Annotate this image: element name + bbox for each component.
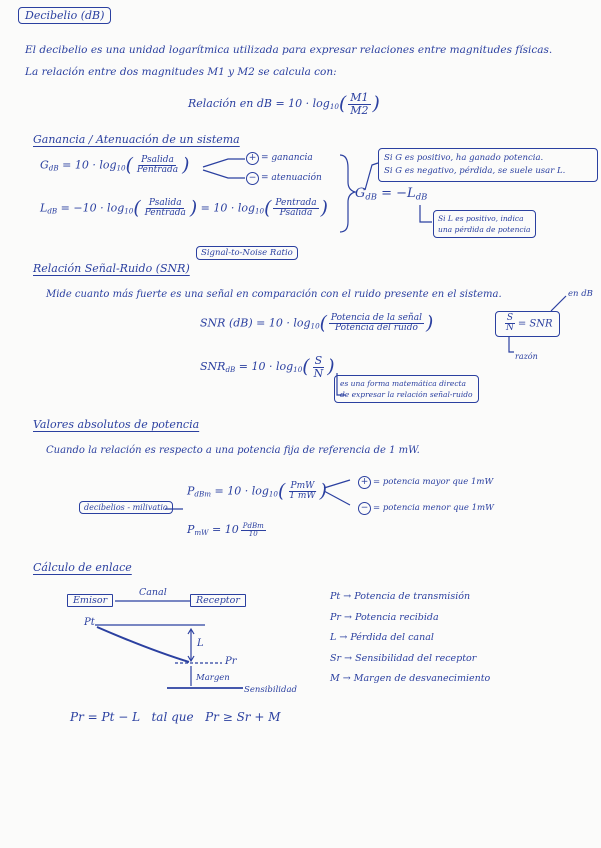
snr-tag-label: Signal-to-Noise Ratio <box>201 248 293 258</box>
gain-den: Pentrada <box>136 165 179 175</box>
intro-den: M2 <box>350 103 369 117</box>
sensibilidad-label: Sensibilidad <box>244 685 297 695</box>
loss-den1: Pentrada <box>144 208 186 218</box>
snr-eq2-den: N <box>313 366 324 380</box>
loss-num1: Psalida <box>148 197 182 208</box>
snr-eq2: $SNR_{dB} = 10 \cdot \log_{10}$( $\frac{S}{N}$ ) <box>200 354 335 380</box>
snr-eq2-sub: dB <box>225 365 236 375</box>
gain-connector-minus <box>203 170 245 178</box>
plus-circle-icon: + <box>246 152 259 165</box>
snr-label-razon: razón <box>515 352 538 361</box>
abs-tag-label: decibelios - milivatio <box>84 503 168 512</box>
snr-eq1-den: Potencia del ruido <box>334 323 418 333</box>
abs-desc: Cuando la relación es respecto a una potencia fija de referencia de 1 mW. <box>46 445 420 456</box>
intro-line-1: El decibelio es una unidad logarítmica utilizada para expresar relaciones entre magnitudes físicas. <box>25 44 553 56</box>
abs-inv-exp-den: 10 <box>248 530 258 539</box>
snr-note-arrow <box>337 373 345 395</box>
link-final-formula: Pr = Pt − L tal que Pr ≥ Sr + M <box>70 710 281 724</box>
note-l-line-1: Si L es positivo, indica <box>438 214 524 223</box>
relation-eq: = −L <box>381 186 416 201</box>
margen-label: Margen <box>196 673 230 683</box>
legend-item <box>330 669 490 690</box>
snr-eq2-lhs: SNR <box>200 360 226 374</box>
snr-label-db: en dB <box>568 289 593 299</box>
gain-num: Psalida <box>141 154 174 165</box>
note-l-arrow <box>420 205 432 222</box>
gain-g: G <box>40 158 49 172</box>
abs-eq-lhs: P <box>187 484 195 498</box>
intro-formula-base: 10 <box>329 102 339 112</box>
relation-g: G <box>355 186 366 201</box>
snr-desc: Mide cuanto más fuerte es una señal en comparación con el ruido presente en el sistema. <box>46 289 502 300</box>
loss-eq1: = −10 · log <box>60 201 125 215</box>
loss-base2: 10 <box>255 206 265 216</box>
legend-sym: Pr <box>330 611 341 623</box>
legend-sym: L <box>330 632 337 643</box>
loss-l-sub: dB <box>47 206 58 216</box>
snr-db-arrow <box>551 296 566 311</box>
gain-g-sub: dB <box>48 163 59 173</box>
canal-label: Canal <box>139 587 167 598</box>
emisor-label: Emisor <box>73 595 108 606</box>
intro-formula-lhs: Relación en dB = 10 · log <box>188 97 330 111</box>
link-heading: Cálculo de enlace <box>33 561 132 574</box>
abs-inv-lhs: P <box>187 523 195 536</box>
snr-side-num: S <box>506 313 514 323</box>
legend-item <box>330 587 490 608</box>
abs-eq-sub: dBm <box>194 489 211 499</box>
legend-desc: → Potencia recibida <box>343 611 439 623</box>
note-l-line-2: una pérdida de potencia <box>438 225 531 234</box>
page-title: Decibelio (dB) <box>18 7 111 24</box>
abs-eq-den: 1 mW <box>289 491 316 501</box>
pr-label: Pr <box>225 656 237 667</box>
abs-connector-minus <box>324 491 350 505</box>
gain-base: 10 <box>116 163 126 173</box>
loss-formula: $L_{dB} = -10 \cdot \log_{10}$( $\frac{\text{Psalida}}{\text{Pentrada}}$ ) = $10 \cdot \log_{10}$( $\frac{\text{Pentrada}}{\text{Psalida}}$ ) <box>40 197 328 219</box>
l-label: L <box>197 638 204 649</box>
minus-circle-icon: − <box>358 502 371 515</box>
intro-formula: Relación en dB = $10 \cdot \log_{10}$( $\frac{M1}{M2}$ ) <box>188 91 380 117</box>
snr-eq2-eq: = 10 · log <box>238 360 294 374</box>
abs-inv-eq: = 10 <box>212 523 239 536</box>
legend-item <box>330 649 490 670</box>
legend-desc: → Sensibilidad del receptor <box>344 652 477 664</box>
legend-sym: Pt <box>330 591 341 602</box>
gain-minus-label: = atenuación <box>261 173 322 183</box>
plus-circle-icon: + <box>358 476 371 489</box>
intro-num: M1 <box>350 91 369 104</box>
note-g-line-1: Si G es positivo, ha ganado potencia. <box>384 153 544 163</box>
snr-eq1-num: Potencia de la señal <box>330 312 422 323</box>
snr-note-line-2: de expresar la relación señal-ruido <box>340 390 473 399</box>
legend-sym: M <box>330 673 340 684</box>
abs-inv-exp-num: PdBm <box>242 522 264 530</box>
note-g-arrow <box>365 163 378 190</box>
snr-eq2-base: 10 <box>293 365 303 375</box>
gain-connector-plus <box>203 159 245 167</box>
relation-l-sub: dB <box>415 191 428 202</box>
abs-plus-label: = potencia mayor que 1mW <box>373 477 494 487</box>
note-g-line-2: Si G es negativo, pérdida, se suele usar L. <box>384 166 566 176</box>
loss-num2: Pentrada <box>275 197 317 208</box>
loss-l: L <box>40 201 48 215</box>
abs-minus-label: = potencia menor que 1mW <box>373 503 494 513</box>
legend-item <box>330 608 490 629</box>
gain-eq: = 10 · log <box>62 158 117 172</box>
signal-decay-curve <box>97 627 189 662</box>
relation-g-sub: dB <box>365 191 377 202</box>
legend-desc: → Margen de desvanecimiento <box>342 673 491 684</box>
legend-sym: Sr <box>330 652 342 664</box>
abs-eq-num: PmW <box>290 480 315 491</box>
link-legend <box>330 587 490 690</box>
snr-razon-arrow <box>509 336 514 352</box>
receptor-label: Receptor <box>196 595 240 606</box>
snr-side-eq: = SNR <box>517 318 553 330</box>
abs-eq-eq: = 10 · log <box>214 484 269 498</box>
gain-heading: Ganancia / Atenuación de un sistema <box>33 133 240 146</box>
abs-inv-sub: mW <box>194 528 209 538</box>
abs-connector-plus <box>324 480 350 488</box>
legend-desc: → Pérdida del canal <box>339 632 434 643</box>
snr-eq1-base: 10 <box>310 321 320 331</box>
gain-formula: $G_{dB} = 10 \cdot \log_{10}$( $\frac{\text{Psalida}}{\text{Pentrada}}$ ) <box>40 154 190 176</box>
snr-eq2-num: S <box>314 354 323 367</box>
minus-circle-icon: − <box>246 172 259 185</box>
loss-den2: Psalida <box>279 208 313 218</box>
loss-eq2: = 10 · log <box>200 201 256 215</box>
snr-eq1: SNR $(dB) = 10 \cdot \log_{10}$( $\frac{\text{Potencia de la señal}}{\text{Potencia del ruido}}$ ) <box>200 312 434 334</box>
abs-eq-base: 10 <box>268 489 278 499</box>
snr-side-den: N <box>506 323 514 334</box>
gain-brace <box>340 155 355 232</box>
snr-heading: Relación Señal-Ruido (SNR) <box>33 262 190 275</box>
intro-line-2: La relación entre dos magnitudes M1 y M2 se calcula con: <box>25 66 337 78</box>
legend-desc: → Potencia de transmisión <box>343 591 471 602</box>
loss-base1: 10 <box>124 206 134 216</box>
snr-note-line-1: es una forma matemática directa <box>340 379 467 388</box>
abs-heading: Valores absolutos de potencia <box>33 418 200 431</box>
snr-eq1-lhs: SNR (dB) = 10 · log <box>200 316 311 330</box>
abs-eq: $P_{dBm} = 10 \cdot \log_{10}$( $\frac{\text{PmW}}{1 mW}$ ) <box>187 480 327 502</box>
pt-label: Pt <box>84 617 95 628</box>
gain-plus-label: = ganancia <box>261 153 313 163</box>
legend-item <box>330 628 490 649</box>
